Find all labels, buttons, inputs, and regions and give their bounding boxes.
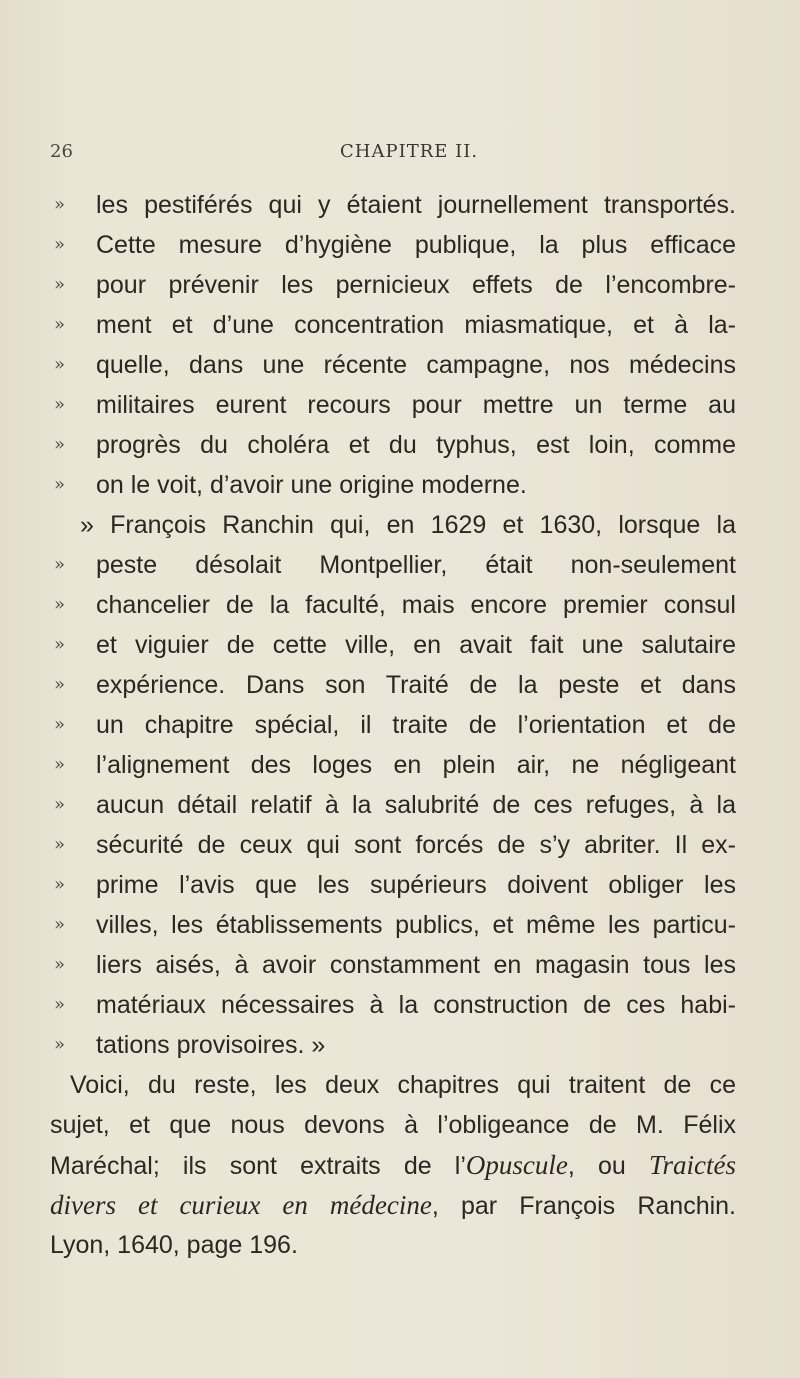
line-text: » François Ranchin qui, en 1629 et 1630, lorsque la: [80, 511, 736, 539]
quote-mark: »: [54, 834, 66, 855]
line-text: expérience. Dans son Traité de la peste et dans: [96, 671, 736, 699]
quote-mark: »: [54, 714, 66, 735]
text-line: [0, 945, 800, 985]
note-line: [0, 1225, 800, 1265]
line-text: liers aisés, à avoir constamment en magasin tous les: [96, 951, 736, 979]
text-line: [0, 265, 800, 305]
quote-mark: »: [54, 874, 66, 895]
text-line: [0, 705, 800, 745]
note-line: [0, 1105, 800, 1145]
quote-mark: »: [54, 434, 66, 455]
line-text: quelle, dans une récente campagne, nos médecins: [96, 351, 736, 379]
line-text: villes, les établissements publics, et même les particu-: [96, 911, 736, 939]
line-text: sécurité de ceux qui sont forcés de s’y abriter. Il ex-: [96, 831, 736, 859]
quote-mark: »: [54, 674, 66, 695]
note-text: Lyon, 1640, page 196.: [50, 1231, 298, 1259]
text-line: [0, 905, 800, 945]
text-line: [0, 225, 800, 265]
line-text: tations provisoires. »: [96, 1031, 326, 1059]
text-line: [0, 745, 800, 785]
text-line: [0, 185, 800, 225]
note-line: [0, 1065, 800, 1105]
quote-mark: »: [54, 354, 66, 375]
quote-mark: »: [54, 554, 66, 575]
note-text: sujet, et que nous devons à l’obligeance de M. Félix: [50, 1111, 736, 1139]
text-line: [0, 785, 800, 825]
text-line: [0, 665, 800, 705]
text-line: [0, 985, 800, 1025]
line-text: Cette mesure d’hygiène publique, la plus efficace: [96, 231, 736, 259]
text-line: [0, 505, 800, 545]
line-text: l’alignement des loges en plein air, ne négligeant: [96, 751, 736, 779]
note-text: , par François Ranchin.: [431, 1192, 736, 1220]
quote-mark: »: [54, 474, 66, 495]
quote-mark: »: [54, 194, 66, 215]
text-line: [0, 425, 800, 465]
text-line: [0, 465, 800, 505]
text-line: [0, 865, 800, 905]
text-line: [0, 305, 800, 345]
quote-mark: »: [54, 994, 66, 1015]
quote-mark: »: [54, 314, 66, 335]
note-text-mixed: [50, 1145, 736, 1186]
line-text: militaires eurent recours pour mettre un terme au: [96, 391, 736, 419]
quote-mark: »: [54, 954, 66, 975]
quote-mark: »: [54, 794, 66, 815]
quote-mark: »: [54, 274, 66, 295]
line-text: prime l’avis que les supérieurs doivent obliger les: [96, 871, 736, 899]
line-text: chancelier de la faculté, mais encore premier consul: [96, 591, 736, 619]
note-line: [0, 1185, 800, 1225]
italic-title: divers et curieux en médecine: [50, 1190, 432, 1220]
note-line: [0, 1145, 800, 1185]
line-text: et viguier de cette ville, en avait fait une salutaire: [96, 631, 736, 659]
quote-mark: »: [54, 754, 66, 775]
note-text: Maréchal; ils sont extraits de l’: [50, 1152, 466, 1180]
quote-mark: »: [54, 634, 66, 655]
text-line: [0, 545, 800, 585]
line-text: matériaux nécessaires à la construction de ces habi-: [96, 991, 736, 1019]
line-text: aucun détail relatif à la salubrité de ces refuges, à la: [96, 791, 736, 819]
line-text: un chapitre spécial, il traite de l’orientation et de: [96, 711, 736, 739]
line-text: les pestiférés qui y étaient journellement transportés.: [96, 191, 736, 219]
text-line: [0, 585, 800, 625]
note-text: Voici, du reste, les deux chapitres qui traitent de ce: [70, 1071, 736, 1099]
text-line: [0, 1025, 800, 1065]
line-text: ment et d’une concentration miasmatique, et à la-: [96, 311, 736, 339]
quote-mark: »: [54, 1034, 66, 1055]
quote-mark: »: [54, 394, 66, 415]
page-header: [0, 141, 800, 171]
quote-mark: »: [54, 234, 66, 255]
line-text: progrès du choléra et du typhus, est loin, comme: [96, 431, 736, 459]
text-line: [0, 825, 800, 865]
italic-title: Traictés: [649, 1150, 737, 1180]
quote-mark: »: [54, 914, 66, 935]
line-text: pour prévenir les pernicieux effets de l’encombre-: [96, 271, 736, 299]
italic-title: Opuscule: [465, 1150, 568, 1180]
line-text: peste désolait Montpellier, était non-seulement: [96, 551, 736, 579]
running-title: CHAPITRE II.: [340, 141, 479, 162]
line-text: on le voit, d’avoir une origine moderne.: [96, 471, 527, 499]
text-line: [0, 625, 800, 665]
page-number: 26: [50, 141, 73, 162]
quote-mark: »: [54, 594, 66, 615]
text-line: [0, 385, 800, 425]
note-text-mixed: [50, 1185, 736, 1226]
text-line: [0, 345, 800, 385]
note-text: , ou: [567, 1152, 626, 1180]
